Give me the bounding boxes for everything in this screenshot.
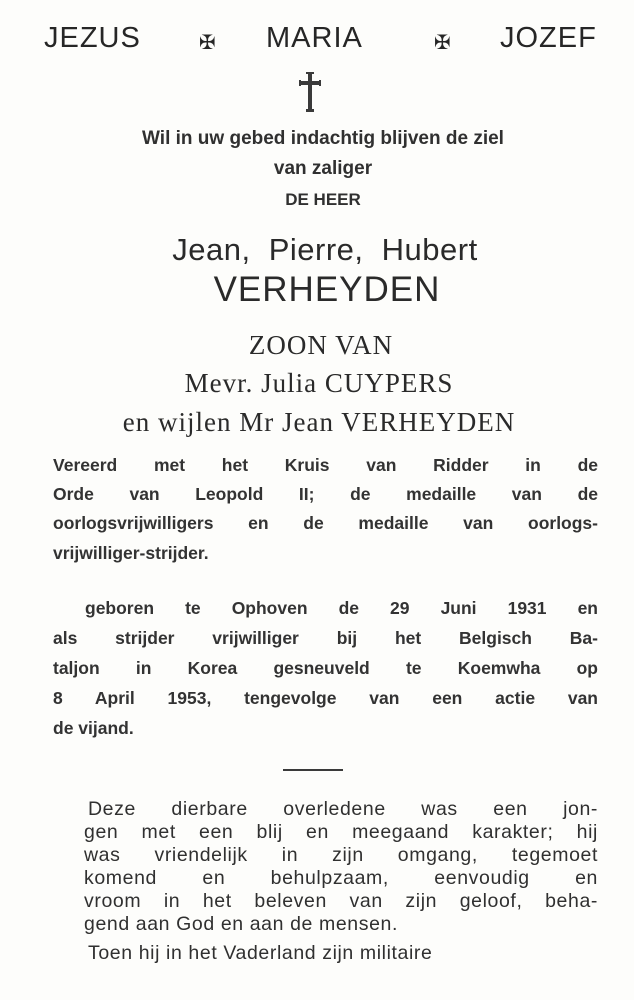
divider-rule — [283, 769, 343, 771]
paragraph-line: Deze dierbare overledene was een jon- — [88, 798, 598, 820]
paragraph-line: Vereerd met het Kruis van Ridder in de — [53, 455, 598, 475]
header-maria: MARIA — [266, 22, 363, 54]
paragraph-line: vroom in het beleven van zijn geloof, beha- — [84, 890, 598, 912]
paragraph-line: vrijwilliger-strijder. — [53, 543, 209, 563]
header-invocation — [44, 22, 604, 58]
paragraph-line: oorlogsvrijwilligers en de medaille van oorlogs- — [53, 513, 598, 533]
deceased-given-names: Jean, Pierre, Hubert — [172, 232, 478, 267]
parents-heading: ZOON VAN — [248, 330, 394, 360]
header-jozef: JOZEF — [500, 22, 597, 54]
paragraph-line: taljon in Korea gesneuveld te Koemwha op — [53, 658, 598, 678]
paragraph-line: was vriendelijk in zijn omgang, tegemoet — [84, 844, 598, 866]
paragraph-line: Orde van Leopold II; de medaille van de — [53, 484, 598, 504]
paragraph-line: geboren te Ophoven de 29 Juni 1931 en — [85, 598, 598, 618]
paragraph-line: komend en behulpzaam, eenvoudig en — [84, 867, 598, 889]
deceased-surname: VERHEYDEN — [213, 270, 441, 309]
intro-line: van zaliger — [273, 158, 373, 179]
paragraph-line: gend aan God en aan de mensen. — [84, 913, 398, 935]
header-jezus: JEZUS — [44, 22, 141, 54]
maltese-cross-icon: ✠ — [199, 32, 217, 54]
parents-father: en wijlen Mr Jean VERHEYDEN — [122, 407, 516, 437]
paragraph-line: de vijand. — [53, 718, 134, 738]
intro-title: DE HEER — [285, 190, 361, 209]
intro-line: Wil in uw gebed indachtig blijven de ziel — [142, 128, 504, 149]
paragraph-line: gen met een blij en meegaand karakter; hij — [84, 821, 598, 843]
maltese-cross-icon: ✠ — [434, 32, 452, 54]
paragraph-line: Toen hij in het Vaderland zijn militaire — [88, 942, 433, 964]
paragraph-line: als strijder vrijwilliger bij het Belgisch Ba- — [53, 628, 598, 648]
parents-mother: Mevr. Julia CUYPERS — [184, 368, 454, 398]
paragraph-line: 8 April 1953, tengevolge van een actie van — [53, 688, 598, 708]
latin-cross-icon — [298, 72, 322, 112]
